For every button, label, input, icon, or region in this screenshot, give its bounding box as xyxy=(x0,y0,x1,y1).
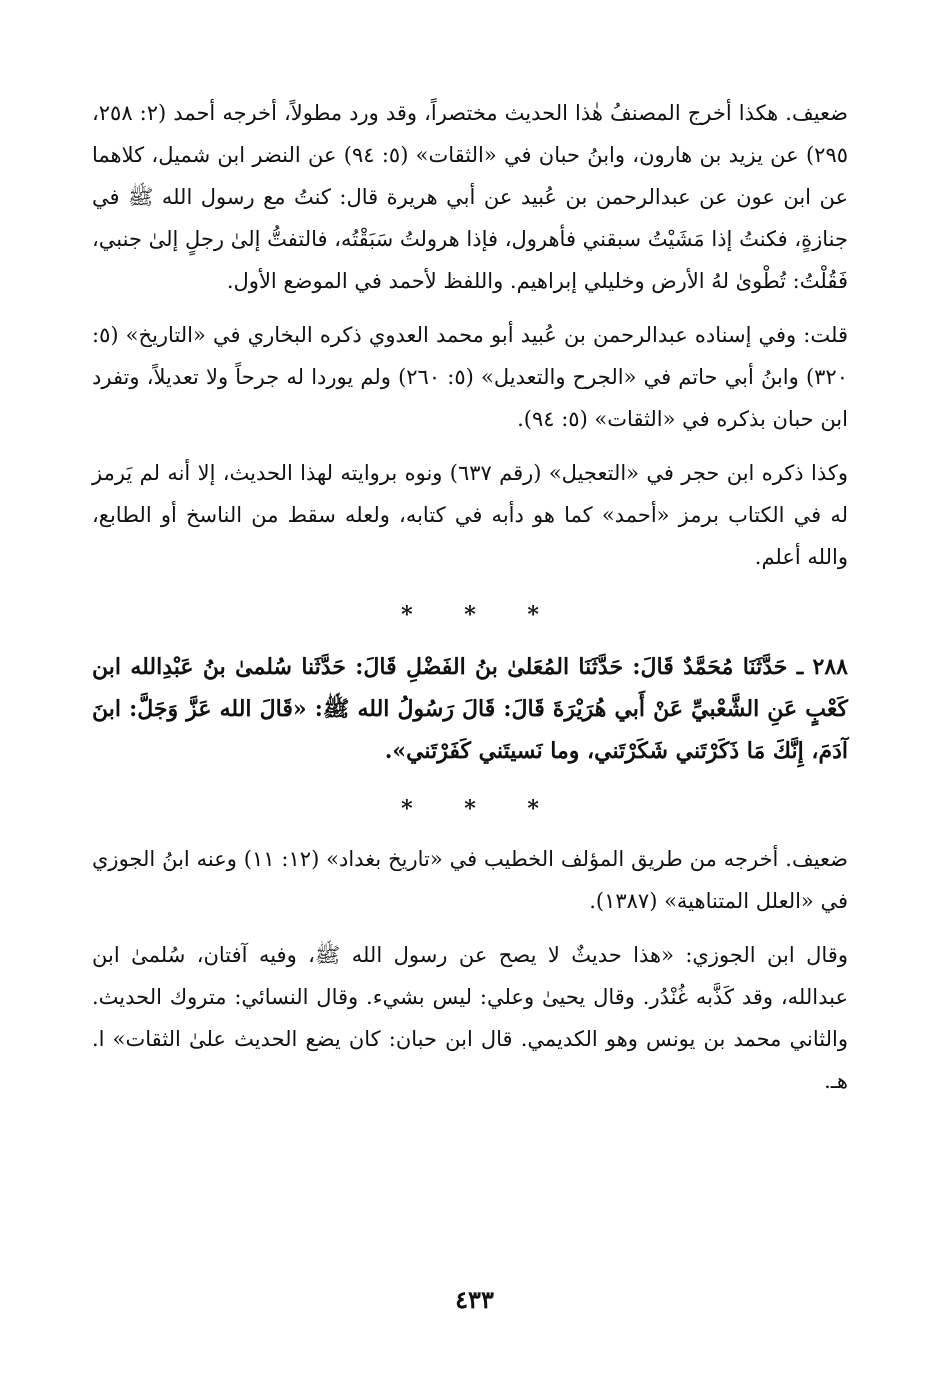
commentary-paragraph-3: وكذا ذكره ابن حجر في «التعجيل» (رقم ٦٣٧) ونوه بروايته لهذا الحديث، إلا أنه لم يَرمز له في الكتاب برمز «أحمد» كما هو دأبه في كتابه، ولعله سقط من الناسخ أو الطابع، والله أعلم. xyxy=(92,461,848,569)
commentary-paragraph-4: ضعيف. أخرجه من طريق المؤلف الخطيب في «تاريخ بغداد» (١٢: ١١) وعنه ابنُ الجوزي في «العلل المتناهية» (١٣٨٧). xyxy=(92,847,848,913)
page-number: ٤٣٣ xyxy=(455,1285,494,1314)
section-separator-top: * * * xyxy=(401,602,561,628)
section-separator-bottom: * * * xyxy=(401,796,561,822)
commentary-paragraph-1: ضعيف. هكذا أخرج المصنفُ هٰذا الحديث مختصراً، وقد ورد مطولاً، أخرجه أحمد (٢: ٢٥٨، ٢٩٥) عن يزيد بن هارون، وابنُ حبان في «الثقات» (٥: ٩٤) عن النضر ابن شميل، كلاهما عن ابن عون عن عبدالرحمن بن عُبيد عن أبي هريرة قال: كنتُ مع رسول الله ﷺ في جنازةٍ، فكنتُ إذا مَشَيْتُ سبقني فأهرول، فإذا هرولتُ سَبَقْتُه، فالتفتُّ إلىٰ رجلٍ إلىٰ جنبي، فَقُلْتُ: تُطْوىٰ لهُ الأرض وخليلي إبراهيم. واللفظ لأحمد في الموضع الأول. xyxy=(92,101,849,293)
page-body xyxy=(92,92,848,1102)
commentary-paragraph-5: وقال ابن الجوزي: «هذا حديثٌ لا يصح عن رسول الله ﷺ، وفيه آفتان، سُلمىٰ ابن عبدالله، وقد كَذَّبه غُنْدُر. وقال يحيىٰ وعلي: ليس بشيء. وقال النسائي: متروك الحديث. والثاني محمد بن يونس وهو الكديمي. قال ابن حبان: كان يضع الحديث علىٰ الثقات» ا. هـ. xyxy=(92,943,848,1093)
hadith-288-text: ٢٨٨ ـ حَدَّثَنَا مُحَمَّدٌ قَالَ: حَدَّثَنَا المُعَلىٰ بنُ الفَضْلِ قَالَ: حَدَّثَنا سُلمىٰ بنُ عَبْدِالله ابن كَعْبٍ عَنِ الشَّعْبيِّ عَنْ أَبي هُرَيْرَةَ قَالَ: قَالَ رَسُولُ الله ﷺ: «قَالَ الله عَزَّ وَجَلَّ: ابنَ آدَمَ، إِنَّكَ مَا ذَكَرْتَني شَكَرْتَني، وما نَسيتَني كَفَرْتَني». xyxy=(92,654,848,764)
commentary-paragraph-2: قلت: وفي إسناده عبدالرحمن بن عُبيد أبو محمد العدوي ذكره البخاري في «التاريخ» (٥: ٣٢٠) وابنُ أبي حاتم في «الجرح والتعديل» (٥: ٢٦٠) ولم يوردا له جرحاً ولا تعديلاً، وتفرد ابن حبان بذكره في «الثقات» (٥: ٩٤). xyxy=(92,323,848,431)
